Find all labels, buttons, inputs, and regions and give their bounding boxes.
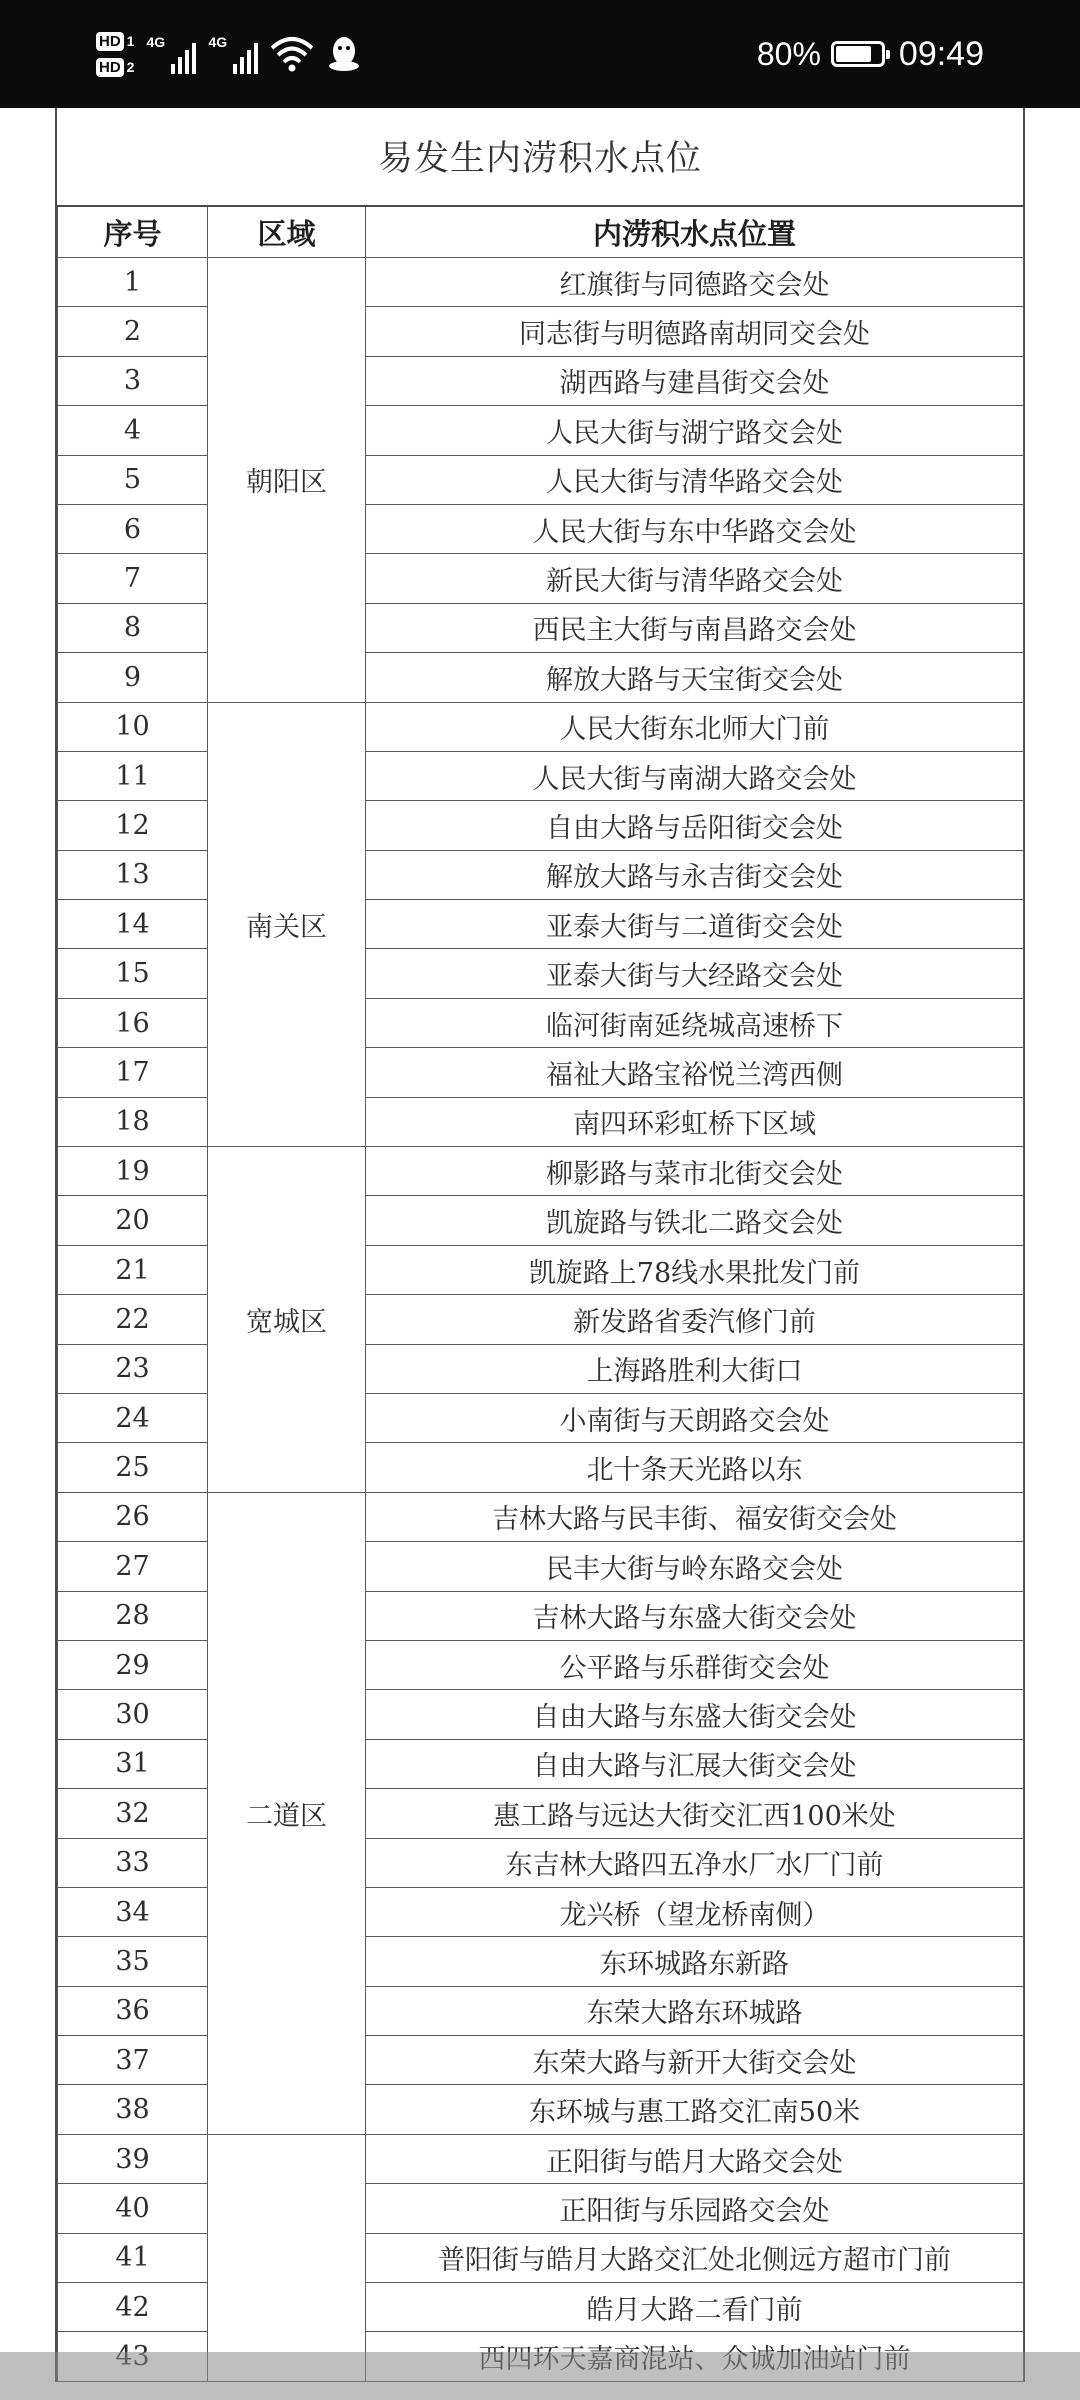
row-serial: 11 — [58, 751, 208, 800]
row-location: 西民主大街与南昌路交会处 — [366, 603, 1024, 652]
row-serial: 24 — [58, 1393, 208, 1442]
table-row — [58, 653, 1024, 702]
row-location: 南四环彩虹桥下区域 — [366, 1097, 1024, 1146]
row-serial: 2 — [58, 307, 208, 356]
table-row — [58, 1344, 1024, 1393]
status-bar-right — [757, 30, 984, 78]
table-row — [58, 2085, 1024, 2134]
table-row — [58, 406, 1024, 455]
row-serial: 6 — [58, 504, 208, 553]
table-row — [58, 1492, 1024, 1541]
table-row — [58, 801, 1024, 850]
table-row — [58, 1937, 1024, 1986]
row-location: 人民大街与东中华路交会处 — [366, 504, 1024, 553]
row-location: 柳影路与菜市北街交会处 — [366, 1147, 1024, 1196]
table-row — [58, 751, 1024, 800]
row-location: 自由大路与汇展大街交会处 — [366, 1739, 1024, 1788]
row-district: 南关区 — [208, 702, 366, 1147]
battery-fill — [836, 46, 871, 62]
table-row — [58, 1393, 1024, 1442]
row-location: 亚泰大街与大经路交会处 — [366, 949, 1024, 998]
sim1-network-type: 4G — [146, 34, 166, 50]
table-row — [58, 307, 1024, 356]
row-serial: 27 — [58, 1542, 208, 1591]
row-location: 吉林大路与民丰街、福安街交会处 — [366, 1492, 1024, 1541]
row-district: 二道区 — [208, 1492, 366, 2134]
row-serial: 15 — [58, 949, 208, 998]
header-serial: 序号 — [58, 207, 208, 258]
row-serial: 3 — [58, 356, 208, 405]
row-serial: 1 — [58, 258, 208, 307]
table-row — [58, 1789, 1024, 1838]
table-row — [58, 2036, 1024, 2085]
table-row — [58, 1196, 1024, 1245]
row-serial: 37 — [58, 2036, 208, 2085]
row-district: 朝阳区 — [208, 258, 366, 703]
row-location: 亚泰大街与二道街交会处 — [366, 900, 1024, 949]
status-bar — [0, 0, 1080, 108]
row-location: 吉林大路与东盛大街交会处 — [366, 1591, 1024, 1640]
row-location: 正阳街与乐园路交会处 — [366, 2184, 1024, 2233]
row-location: 解放大路与永吉街交会处 — [366, 850, 1024, 899]
row-serial: 17 — [58, 1048, 208, 1097]
table-row — [58, 2184, 1024, 2233]
row-serial: 29 — [58, 1640, 208, 1689]
table-row — [58, 2283, 1024, 2332]
row-location: 民丰大街与岭东路交会处 — [366, 1542, 1024, 1591]
table-body — [58, 258, 1024, 2382]
row-serial: 36 — [58, 1986, 208, 2035]
row-serial: 18 — [58, 1097, 208, 1146]
row-location: 自由大路与岳阳街交会处 — [366, 801, 1024, 850]
row-serial: 38 — [58, 2085, 208, 2134]
row-serial: 21 — [58, 1245, 208, 1294]
table-row — [58, 1838, 1024, 1887]
bottom-overlay — [0, 2352, 1080, 2400]
row-location: 公平路与乐群街交会处 — [366, 1640, 1024, 1689]
document-title: 易发生内涝积水点位 — [57, 108, 1023, 207]
row-serial: 9 — [58, 653, 208, 702]
table-row — [58, 702, 1024, 751]
hd1-badge: HD — [96, 32, 124, 51]
status-bar-left — [96, 22, 362, 86]
table-row — [58, 554, 1024, 603]
row-location: 人民大街与湖宁路交会处 — [366, 406, 1024, 455]
hd1-number: 1 — [126, 33, 135, 49]
status-clock: 09:49 — [898, 34, 984, 73]
row-serial: 13 — [58, 850, 208, 899]
row-serial: 39 — [58, 2134, 208, 2183]
row-location: 东环城与惠工路交汇南50米 — [366, 2085, 1024, 2134]
row-serial: 20 — [58, 1196, 208, 1245]
row-serial: 14 — [58, 900, 208, 949]
sim2-network-type: 4G — [208, 34, 228, 50]
table-row — [58, 1443, 1024, 1492]
table-row — [58, 1147, 1024, 1196]
table-row — [58, 603, 1024, 652]
row-location: 东吉林大路四五净水厂水厂门前 — [366, 1838, 1024, 1887]
row-serial: 8 — [58, 603, 208, 652]
row-location: 人民大街与南湖大路交会处 — [366, 751, 1024, 800]
row-serial: 26 — [58, 1492, 208, 1541]
row-serial: 28 — [58, 1591, 208, 1640]
row-location: 上海路胜利大街口 — [366, 1344, 1024, 1393]
row-serial: 25 — [58, 1443, 208, 1492]
table-row — [58, 1542, 1024, 1591]
document — [55, 108, 1025, 2382]
battery-icon — [831, 41, 885, 67]
battery-percent: 80% — [756, 35, 821, 72]
row-location: 解放大路与天宝街交会处 — [366, 653, 1024, 702]
wifi-icon — [270, 34, 314, 74]
table-row — [58, 1739, 1024, 1788]
row-location: 福祉大路宝裕悦兰湾西侧 — [366, 1048, 1024, 1097]
row-serial: 41 — [58, 2233, 208, 2282]
row-location: 北十条天光路以东 — [366, 1443, 1024, 1492]
row-location: 小南街与天朗路交会处 — [366, 1393, 1024, 1442]
hd-indicators — [96, 28, 134, 80]
row-district: 宽城区 — [208, 1147, 366, 1493]
row-location: 皓月大路二看门前 — [366, 2283, 1024, 2332]
table-row — [58, 504, 1024, 553]
row-location: 东荣大路东环城路 — [366, 1986, 1024, 2035]
table-row — [58, 1295, 1024, 1344]
row-location: 凯旋路上78线水果批发门前 — [366, 1245, 1024, 1294]
row-district — [208, 2134, 366, 2381]
row-serial: 5 — [58, 455, 208, 504]
table-row — [58, 998, 1024, 1047]
row-location: 新发路省委汽修门前 — [366, 1295, 1024, 1344]
table-row — [58, 1887, 1024, 1936]
table-row — [58, 1245, 1024, 1294]
sim1-signal-icon — [146, 34, 196, 74]
row-serial: 4 — [58, 406, 208, 455]
table-row — [58, 850, 1024, 899]
row-location: 自由大路与东盛大街交会处 — [366, 1690, 1024, 1739]
row-serial: 16 — [58, 998, 208, 1047]
row-serial: 30 — [58, 1690, 208, 1739]
sim2-signal-icon — [208, 34, 258, 74]
row-location: 新民大街与清华路交会处 — [366, 554, 1024, 603]
row-serial: 32 — [58, 1789, 208, 1838]
table-row — [58, 1986, 1024, 2035]
row-location: 同志街与明德路南胡同交会处 — [366, 307, 1024, 356]
table-row — [58, 455, 1024, 504]
table-row — [58, 356, 1024, 405]
row-serial: 22 — [58, 1295, 208, 1344]
row-serial: 34 — [58, 1887, 208, 1936]
row-serial: 7 — [58, 554, 208, 603]
table-row — [58, 1591, 1024, 1640]
hd2-number: 2 — [126, 59, 135, 75]
table-row — [58, 900, 1024, 949]
table-header-row — [58, 207, 1024, 258]
qq-penguin-icon — [326, 34, 362, 74]
row-serial: 42 — [58, 2283, 208, 2332]
row-serial: 23 — [58, 1344, 208, 1393]
row-serial: 12 — [58, 801, 208, 850]
table-row — [58, 1097, 1024, 1146]
row-location: 人民大街东北师大门前 — [366, 702, 1024, 751]
row-location: 红旗街与同德路交会处 — [366, 258, 1024, 307]
row-location: 湖西路与建昌街交会处 — [366, 356, 1024, 405]
row-location: 临河街南延绕城高速桥下 — [366, 998, 1024, 1047]
hd2-badge: HD — [96, 58, 124, 77]
table-row — [58, 1690, 1024, 1739]
waterlogging-table — [57, 207, 1024, 2382]
row-location: 龙兴桥（望龙桥南侧） — [366, 1887, 1024, 1936]
row-serial: 31 — [58, 1739, 208, 1788]
row-serial: 40 — [58, 2184, 208, 2233]
table-row — [58, 949, 1024, 998]
row-serial: 19 — [58, 1147, 208, 1196]
table-row — [58, 1640, 1024, 1689]
table-row — [58, 1048, 1024, 1097]
row-location: 惠工路与远达大街交汇西100米处 — [366, 1789, 1024, 1838]
header-district: 区域 — [208, 207, 366, 258]
row-serial: 10 — [58, 702, 208, 751]
row-location: 正阳街与皓月大路交会处 — [366, 2134, 1024, 2183]
row-serial: 33 — [58, 1838, 208, 1887]
table-row — [58, 2134, 1024, 2183]
row-location: 普阳街与皓月大路交汇处北侧远方超市门前 — [366, 2233, 1024, 2282]
row-location: 凯旋路与铁北二路交会处 — [366, 1196, 1024, 1245]
row-serial: 35 — [58, 1937, 208, 1986]
table-row — [58, 2233, 1024, 2282]
row-location: 东荣大路与新开大街交会处 — [366, 2036, 1024, 2085]
row-location: 人民大街与清华路交会处 — [366, 455, 1024, 504]
row-location: 东环城路东新路 — [366, 1937, 1024, 1986]
table-row — [58, 258, 1024, 307]
header-location: 内涝积水点位置 — [366, 207, 1024, 258]
